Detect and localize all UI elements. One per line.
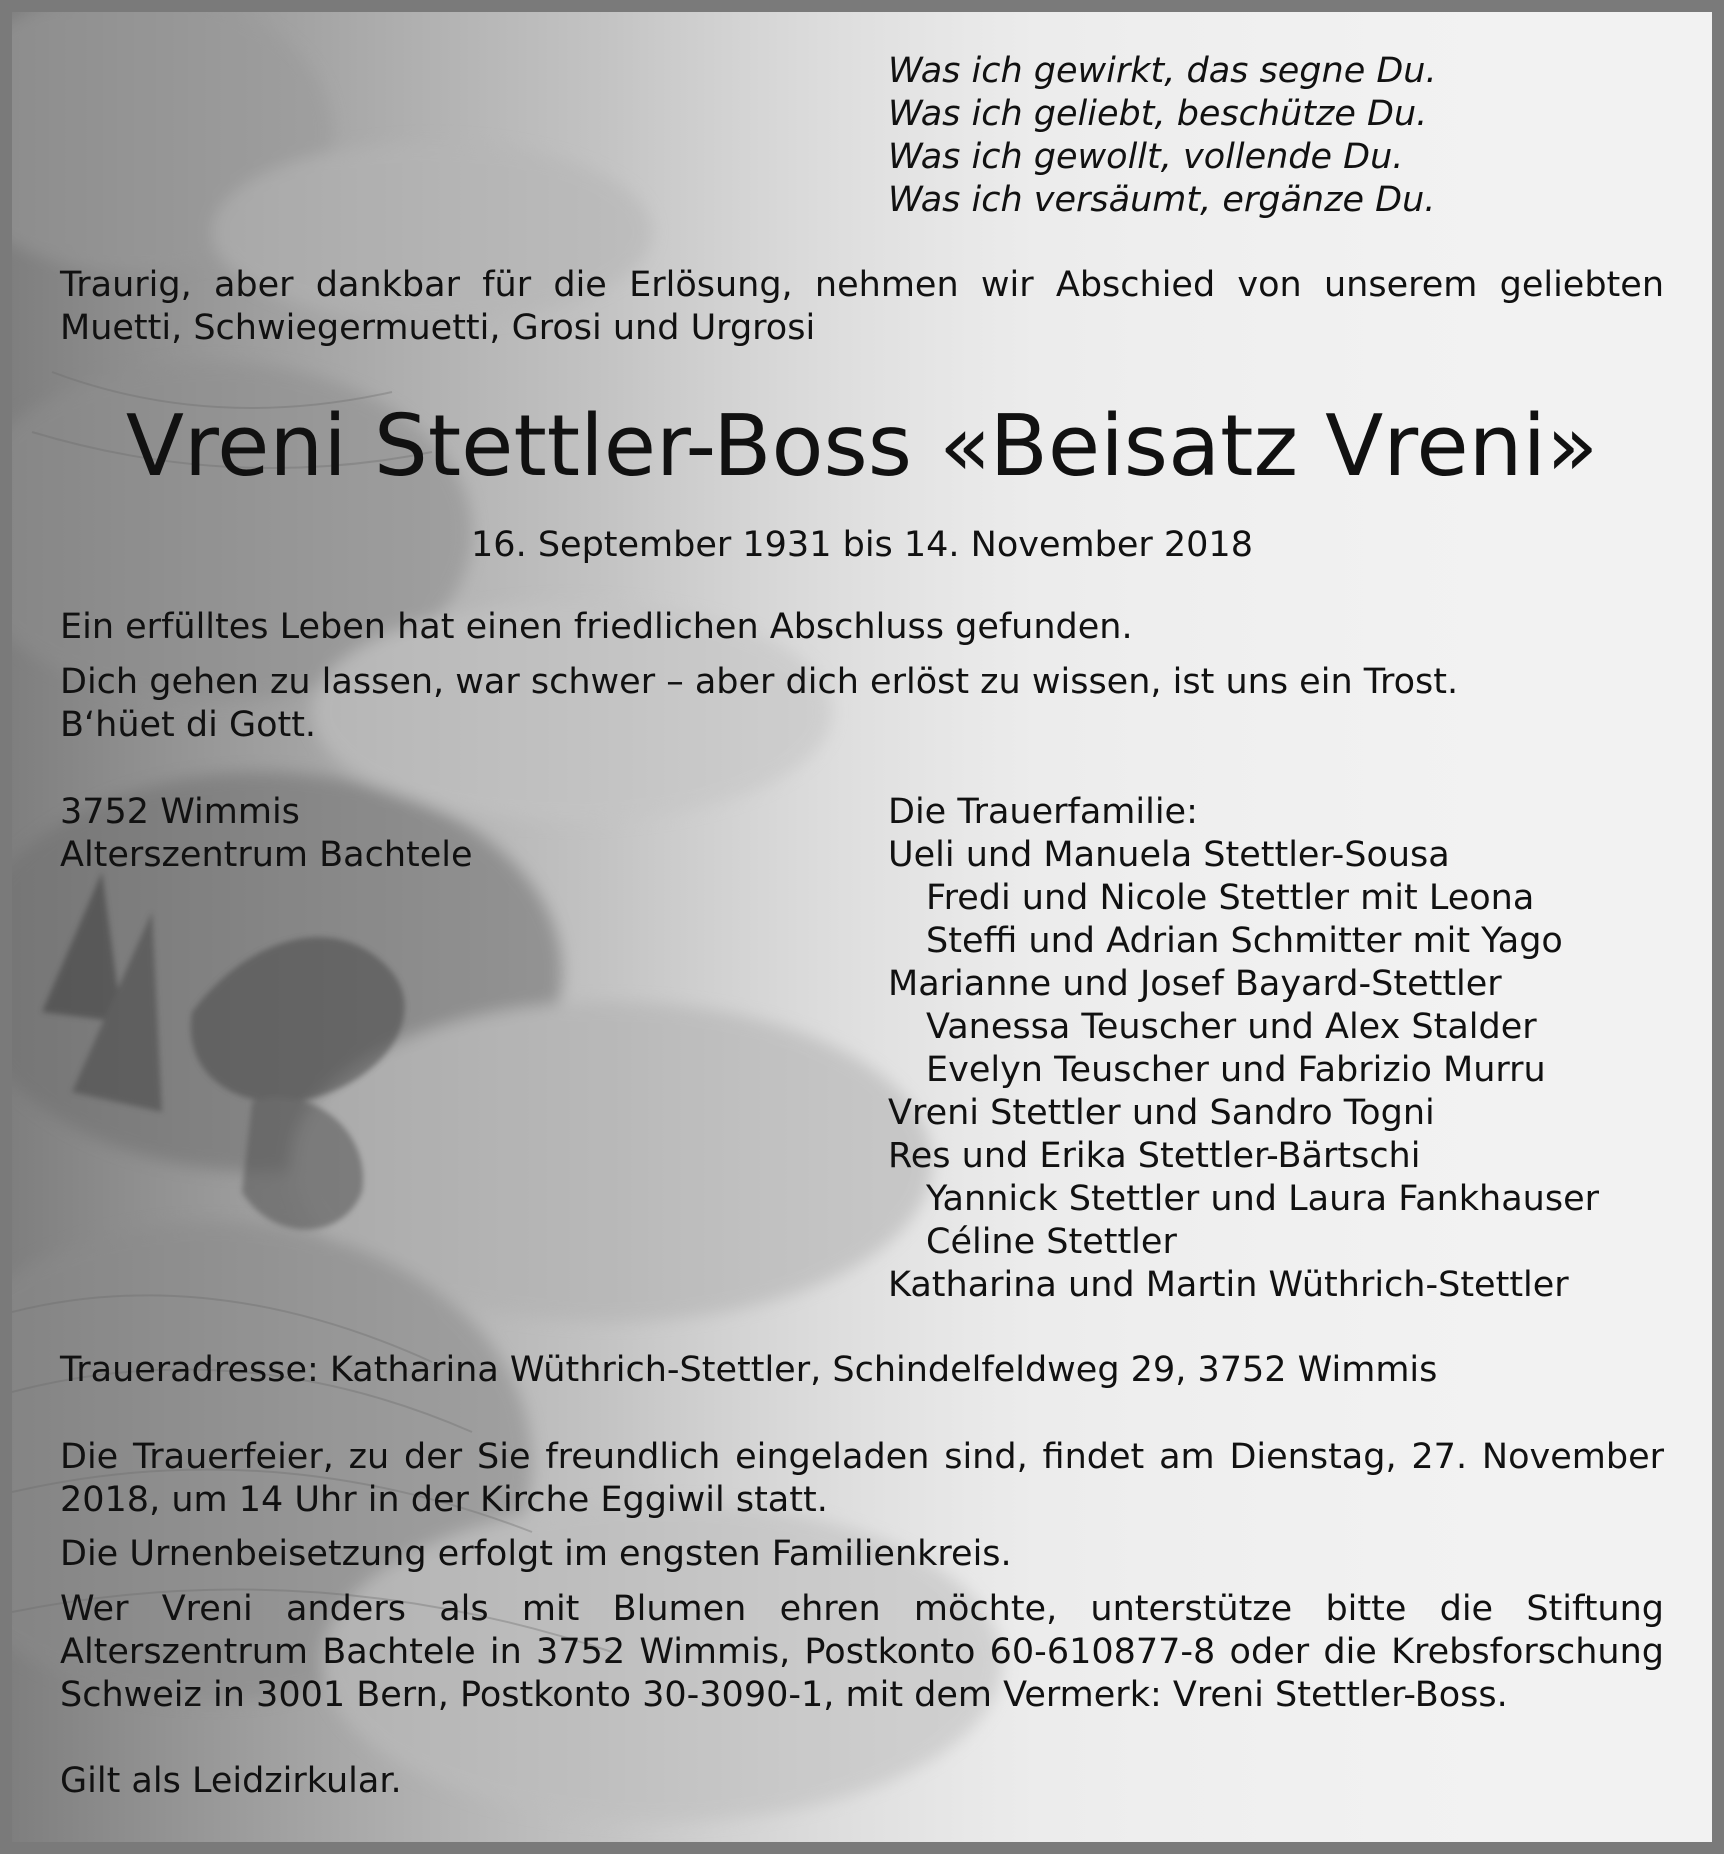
motto-line: Was ich geliebt, beschütze Du.	[888, 94, 1428, 134]
deceased-name: Vreni Stettler-Boss «Beisatz Vreni»	[125, 397, 1599, 496]
motto	[888, 50, 1437, 222]
family-member: Evelyn Teuscher und Fabrizio Murru	[926, 1050, 1546, 1090]
ceremony-text: Die Trauerfeier, zu der Sie freundlich eingeladen sind, findet am Dienstag, 27. November 2018, um 14 Uhr in der Kirche Eggiwil statt.	[60, 1437, 1664, 1520]
family-member: Vreni Stettler und Sandro Togni	[888, 1093, 1435, 1133]
family-heading: Die Trauerfamilie:	[888, 792, 1198, 832]
family-member: Steffi und Adrian Schmitter mit Yago	[926, 921, 1563, 961]
burial-text: Die Urnenbeisetzung erfolgt im engsten Familienkreis.	[60, 1534, 1012, 1574]
family-member: Katharina und Martin Wüthrich-Stettler	[888, 1265, 1569, 1305]
message-line-2: Dich gehen zu lassen, war schwer – aber dich erlöst zu wissen, ist uns ein Trost.	[60, 662, 1459, 702]
mourning-address: Traueradresse: Katharina Wüthrich-Stettler, Schindelfeldweg 29, 3752 Wimmis	[60, 1350, 1438, 1390]
family-member: Yannick Stettler und Laura Fankhauser	[926, 1179, 1600, 1219]
location-city: 3752 Wimmis	[60, 792, 300, 832]
life-dates: 16. September 1931 bis 14. November 2018	[471, 525, 1253, 565]
family-member: Res und Erika Stettler-Bärtschi	[888, 1136, 1421, 1176]
family-member: Fredi und Nicole Stettler mit Leona	[926, 878, 1535, 918]
obituary-card	[12, 12, 1712, 1842]
family-member: Ueli und Manuela Stettler-Sousa	[888, 835, 1450, 875]
closing-note: Gilt als Leidzirkular.	[60, 1761, 402, 1801]
location-place: Alterszentrum Bachtele	[60, 835, 473, 875]
message-line-3: B‘hüet di Gott.	[60, 705, 317, 745]
message-line-1: Ein erfülltes Leben hat einen friedlichen Abschluss gefunden.	[60, 607, 1133, 647]
intro-text: Traurig, aber dankbar für die Erlösung, nehmen wir Abschied von unserem geliebten Muetti, Schwiegermuetti, Grosi und Urgrosi	[60, 265, 1664, 348]
family-member: Céline Stettler	[926, 1222, 1177, 1262]
motto-line: Was ich gewollt, vollende Du.	[888, 137, 1404, 177]
motto-line: Was ich gewirkt, das segne Du.	[888, 51, 1437, 91]
donation-text: Wer Vreni anders als mit Blumen ehren möchte, unterstütze bitte die Stiftung Alterszentrum Bachtele in 3752 Wimmis, Postkonto 60-610877-8 oder die Krebsforschung Schweiz in 3001 Bern, Postkonto 30-3090-1, mit dem Vermerk: Vreni Stettler-Boss.	[60, 1589, 1664, 1715]
family-list	[888, 791, 1599, 1307]
family-member: Marianne und Josef Bayard-Stettler	[888, 964, 1502, 1004]
family-member: Vanessa Teuscher und Alex Stalder	[926, 1007, 1537, 1047]
motto-line: Was ich versäumt, ergänze Du.	[888, 180, 1436, 220]
